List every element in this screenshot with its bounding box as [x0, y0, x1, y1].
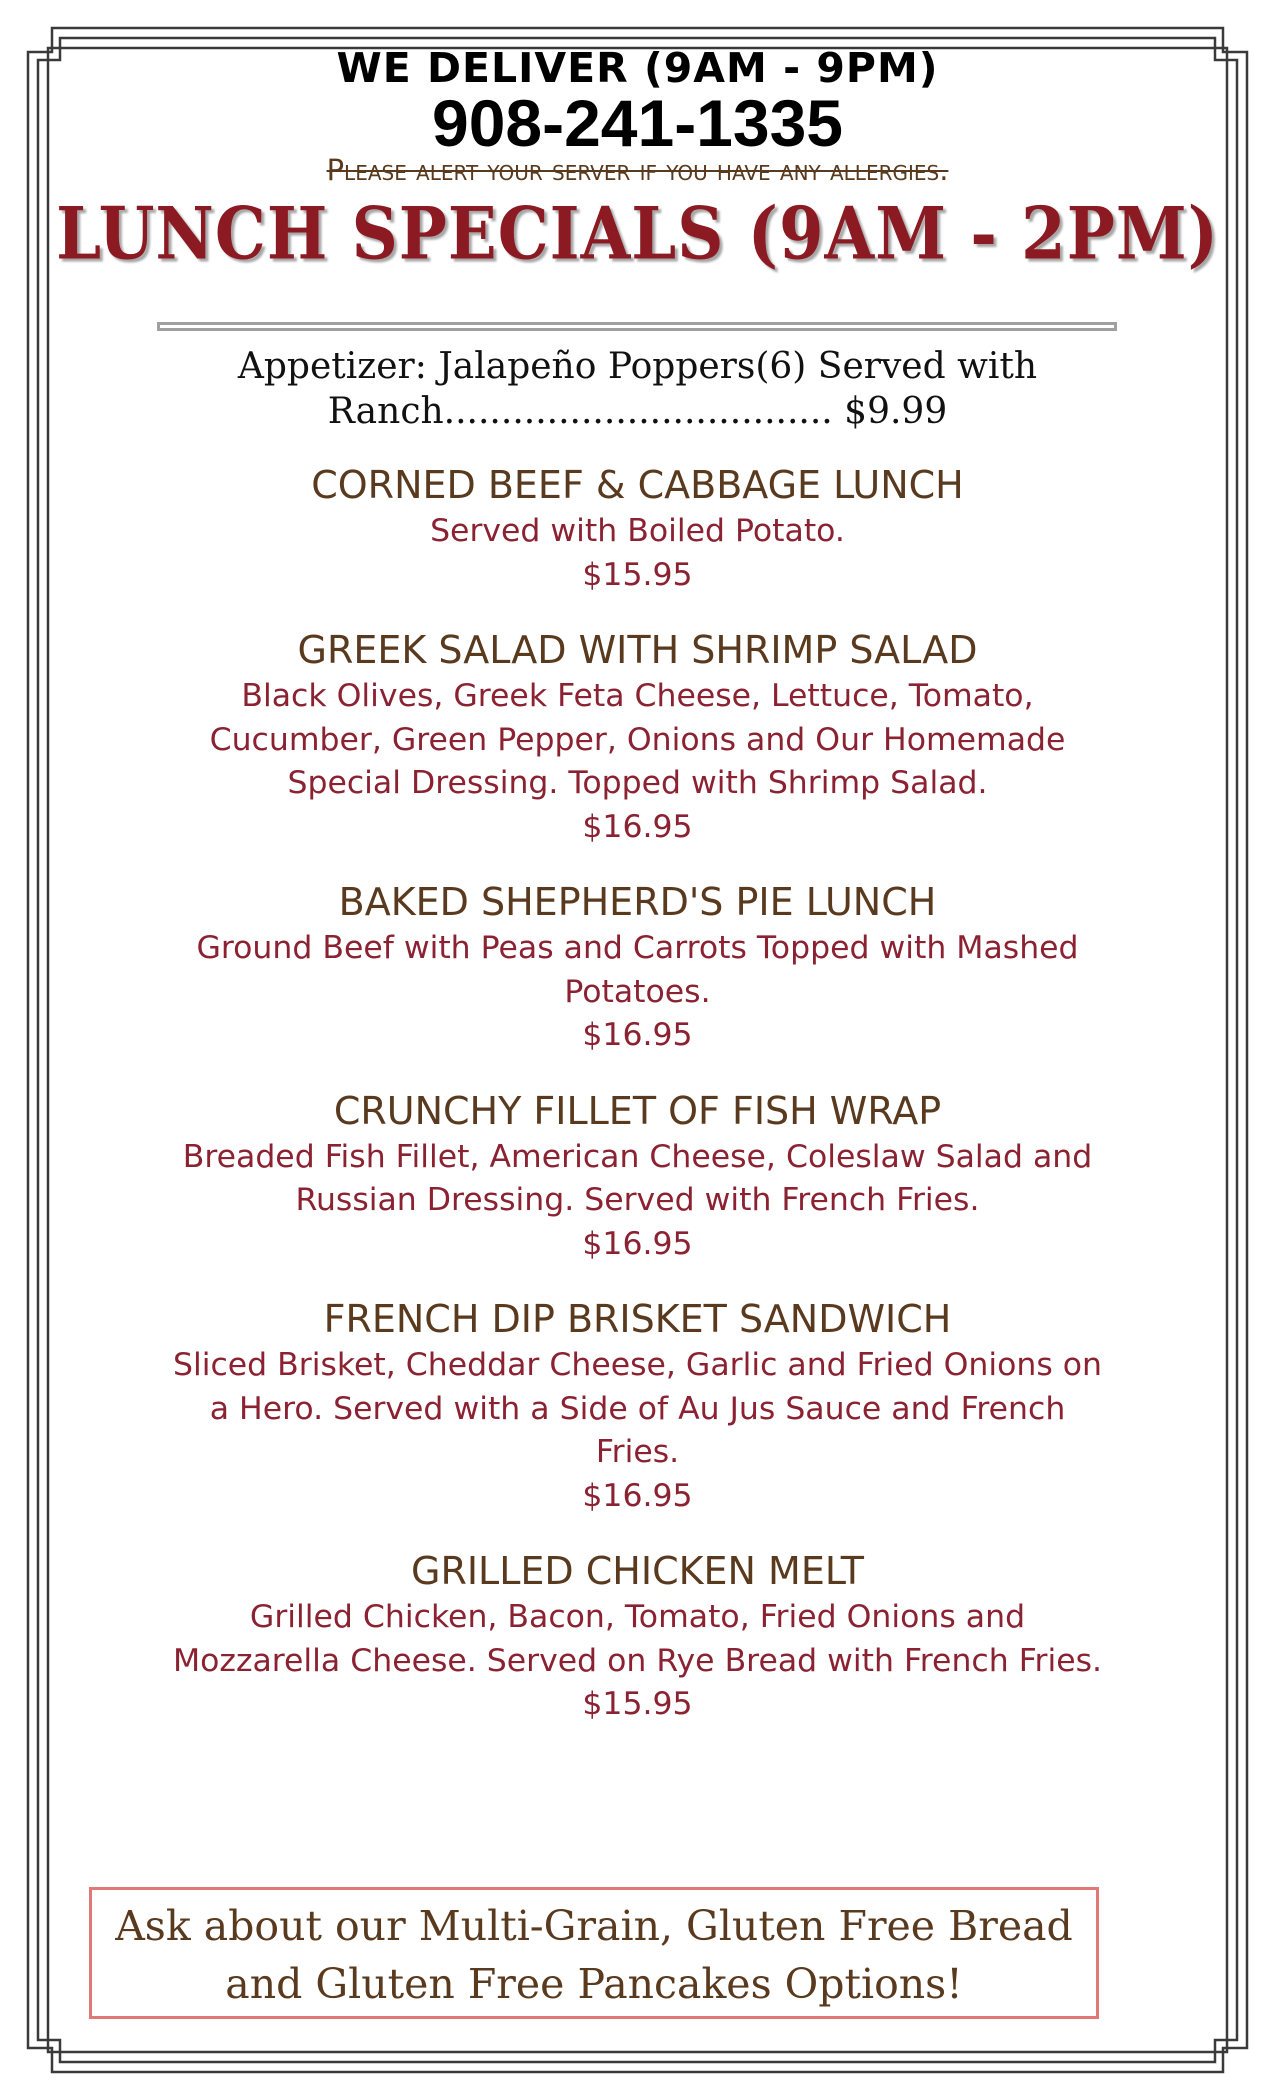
menu-item [160, 460, 1115, 597]
phone-number[interactable]: 908-241-1335 [431, 86, 844, 160]
item-price: $15.95 [582, 1686, 693, 1722]
allergy-notice-text: Please alert your server if you have any allergies. [326, 153, 949, 187]
item-name: FRENCH DIP BRISKET SANDWICH [323, 1297, 952, 1341]
delivery-hours: WE DELIVER (9AM - 9PM) [336, 44, 939, 92]
item-description: Served with Boiled Potato. [430, 513, 845, 549]
item-description: Ground Beef with Peas and Carrots Topped with Mashed Potatoes. [196, 930, 1079, 1010]
menu-item [160, 1546, 1115, 1727]
menu-item [160, 1294, 1115, 1518]
item-description: Sliced Brisket, Cheddar Cheese, Garlic and Fried Onions on a Hero. Served with a Side of Au Jus Sauce and French Fries. [172, 1347, 1103, 1470]
item-description: Black Olives, Greek Feta Cheese, Lettuce, Tomato, Cucumber, Green Pepper, Onions and Our Homemade Special Dressing. Topped with Shrimp Salad. [209, 678, 1066, 801]
gluten-free-notice: Ask about our Multi-Grain, Gluten Free Bread and Gluten Free Pancakes Options! [89, 1887, 1099, 2019]
menu-item [160, 625, 1115, 849]
appetizer-special: Appetizer: Jalapeño Poppers(6) Served with Ranch.................................. $9.99 [237, 346, 1038, 432]
menu-items [160, 460, 1115, 1755]
item-name: GREEK SALAD WITH SHRIMP SALAD [297, 628, 978, 672]
item-name: CRUNCHY FILLET OF FISH WRAP [333, 1088, 942, 1133]
item-price: $16.95 [582, 1017, 693, 1053]
allergy-notice [0, 152, 1275, 188]
divider [157, 322, 1117, 331]
item-name: BAKED SHEPHERD'S PIE LUNCH [338, 880, 937, 924]
item-name: CORNED BEEF & CABBAGE LUNCH [311, 463, 964, 507]
item-price: $16.95 [582, 808, 693, 845]
menu-item [160, 877, 1115, 1058]
item-price: $15.95 [582, 556, 693, 593]
menu-item [160, 1086, 1115, 1267]
item-description: Breaded Fish Fillet, American Cheese, Coleslaw Salad and Russian Dressing. Served with French Fries. [182, 1138, 1093, 1218]
item-price: $16.95 [582, 1477, 693, 1514]
item-price: $16.95 [582, 1225, 693, 1262]
item-name: GRILLED CHICKEN MELT [411, 1549, 864, 1593]
page-title: LUNCH SPECIALS (9AM - 2PM) [56, 192, 1219, 277]
item-description: Grilled Chicken, Bacon, Tomato, Fried Onions and Mozzarella Cheese. Served on Rye Bread with French Fries. [172, 1599, 1103, 1679]
